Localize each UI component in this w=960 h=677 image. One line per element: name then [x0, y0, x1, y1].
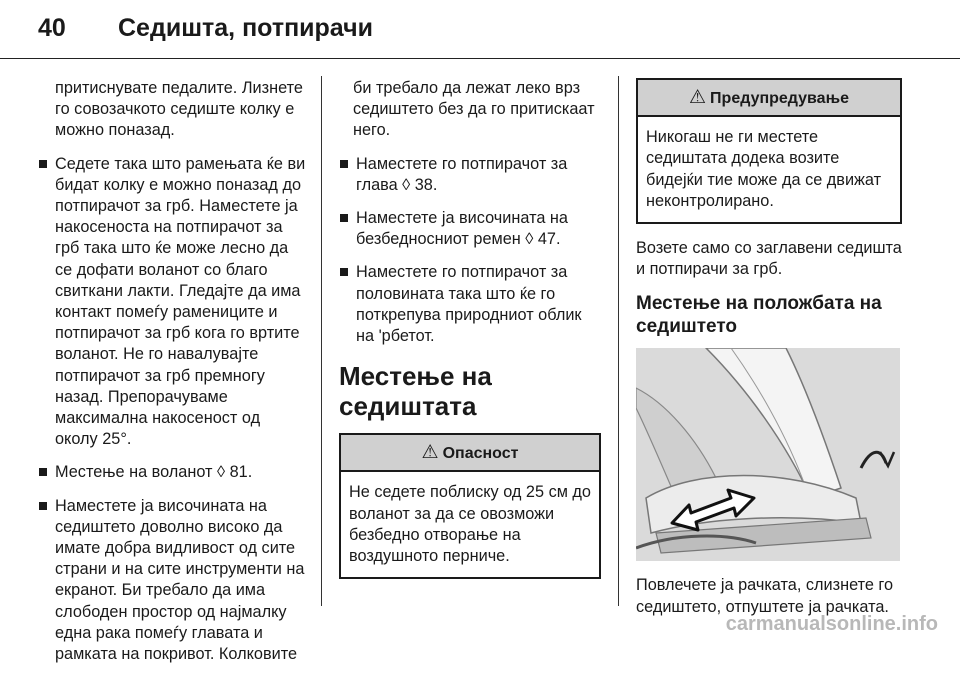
- column-divider: [321, 76, 322, 606]
- list-item: Наместете ја височината на седиштето доволно високо да имате добра видливост од сите страни и на сите инструменти на екранот. Би требало да има слободен простор од најмалку една рака помеѓу главата и рамката на покривот. Колковите: [38, 496, 306, 666]
- bullet-icon: [340, 160, 348, 168]
- section-title: Местење на седиштата: [339, 361, 492, 422]
- column-2: [339, 78, 601, 593]
- column-divider: [618, 76, 619, 606]
- danger-header: ⚠ Опасност: [341, 435, 599, 472]
- warning-triangle-icon: ⚠: [689, 87, 707, 108]
- paragraph: притиснувате педалите. Лизнете го совозачкото седиште колку е можно поназад.: [55, 79, 303, 140]
- page-reference-link[interactable]: Наместете го потпирачот за глава ◊ 38.: [356, 154, 568, 194]
- list-item: Седете така што рамењата ќе ви бидат колку е можно поназад до потпирачот за грб. Наместете ја накосеноста на потпирачот за грб така што ќе може лесно да се дофати воланот со благо свиткани лакти. Гледајте да има контакт помеѓу рамениците и потпирачот за грб кога го вртите воланот. Не го навалувајте потпирачот за грб премногу назад. Препорачуваме максимална накосеност од околу 25°.: [38, 154, 306, 451]
- bullet-icon: [39, 468, 47, 476]
- danger-text: Не седете поблиску од 25 см до воланот за да се овозможи безбедно отворање на воздушното перниче.: [349, 483, 591, 566]
- bullet-icon: [39, 160, 47, 168]
- list-item: [339, 208, 601, 250]
- bullet-icon: [39, 502, 47, 510]
- page-title: Седишта, потпирачи: [118, 14, 373, 42]
- page-header: [0, 0, 960, 59]
- column-3: [636, 78, 902, 630]
- warning-text: Никогаш не ги местете седиштата додека возите бидејќи тие може да се движат неконтролирано.: [646, 128, 882, 210]
- bullet-icon: [340, 268, 348, 276]
- bullet-icon: [340, 214, 348, 222]
- column-1: [38, 78, 306, 677]
- list-item: [339, 154, 601, 196]
- warning-triangle-icon: ⚠: [421, 442, 439, 464]
- page-reference-link[interactable]: Местење на воланот ◊ 81.: [55, 463, 253, 482]
- warning-header: ⚠ Предупредување: [638, 80, 900, 117]
- paragraph: би требало да лежат леко врз седиштето без да го притискаат него.: [353, 79, 595, 140]
- page-number: 40: [38, 14, 66, 42]
- warning-box: [636, 78, 902, 224]
- subsection-title: Местење на положбата на седиштето: [636, 293, 882, 338]
- paragraph: Возете само со заглавени седишта и потпирачи за грб.: [636, 239, 902, 279]
- figure-caption: Повлечете ја рачката, слизнете го седиштето, отпуштете ја рачката.: [636, 576, 894, 616]
- watermark: carmanualsonline.info: [725, 613, 938, 635]
- list-item: [38, 462, 306, 483]
- danger-box: [339, 433, 601, 579]
- seat-adjustment-illustration: [636, 348, 900, 561]
- list-item: Наместете го потпирачот за половината така што ќе го поткрепува природниот облик на 'рбетот.: [339, 262, 601, 347]
- page-reference-link[interactable]: Наместете ја височината на безбедносниот ремен ◊ 47.: [356, 209, 568, 249]
- seat-illustration-svg: [636, 348, 900, 561]
